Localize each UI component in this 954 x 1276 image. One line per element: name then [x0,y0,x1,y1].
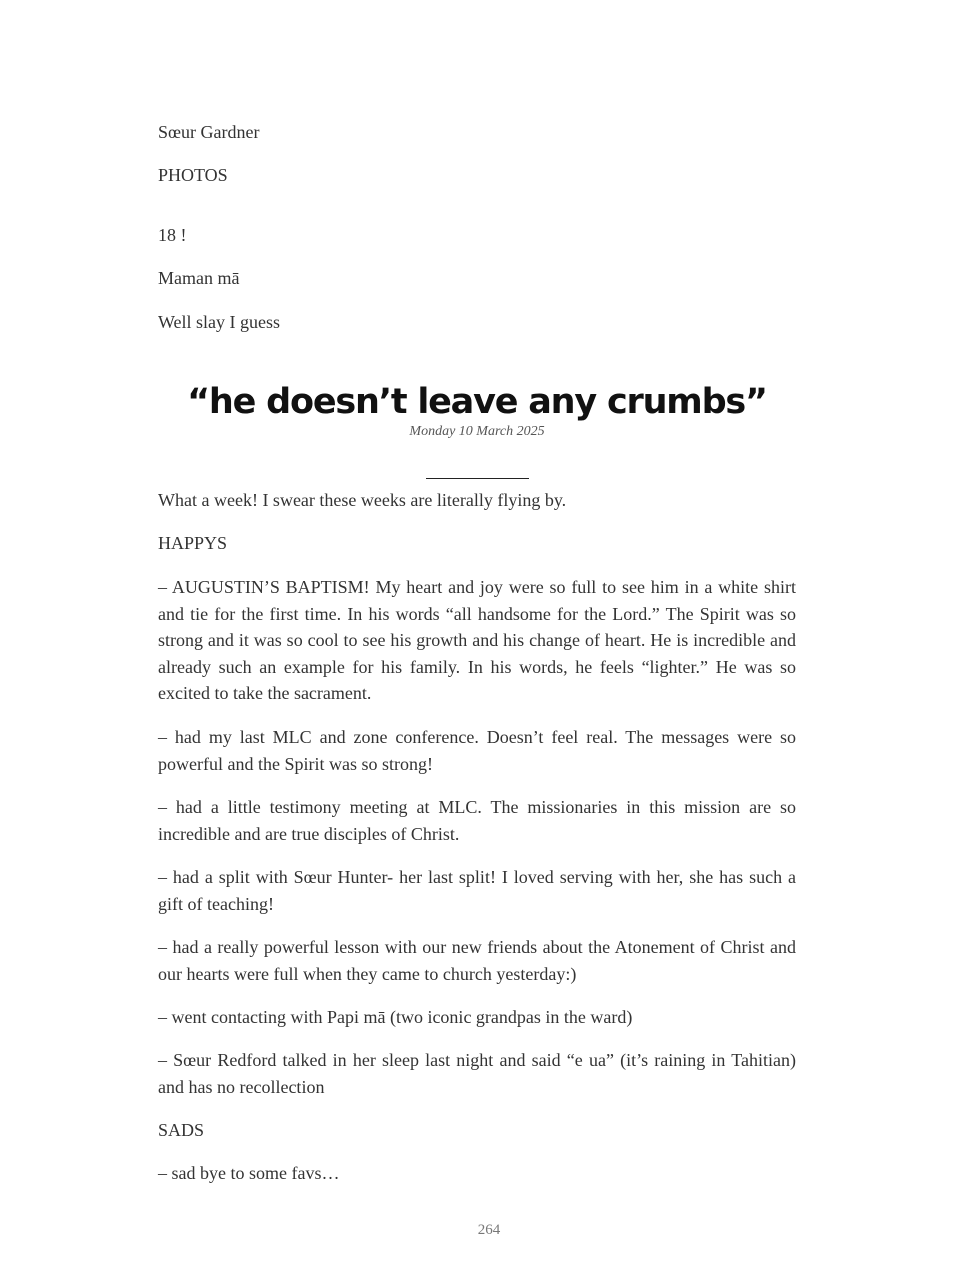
page-number: 264 [477,1222,501,1238]
intro-paragraph: What a week! I swear these weeks are literally flying by. [158,490,567,510]
photos-label: PHOTOS [158,165,228,185]
photo-caption: 18 ! [158,225,187,245]
happy-item: – Sœur Redford talked in her sleep last night and said “e ua” (it’s raining in Tahitian) and has no recollection [158,1050,796,1097]
article-title: “he doesn’t leave any crumbs” [187,382,767,422]
author-line: Sœur Gardner [158,122,260,142]
happy-item: – had a split with Sœur Hunter- her last split! I loved serving with her, she has such a gift of teaching! [158,867,796,914]
photo-caption: Maman mā [158,268,240,288]
happy-item: – had a little testimony meeting at MLC. The missionaries in this mission are so incredible and are true disciples of Christ. [158,797,796,844]
happy-item: – AUGUSTIN’S BAPTISM! My heart and joy were so full to see him in a white shirt and tie for the first time. In his words “all handsome for the Lord.” The Spirit was so strong and it was so cool to see his growth and his change of heart. He is incredible and already such an example for his family. In his words, he feels “lighter.” He was so excited to take the sacrament. [158,577,796,703]
document-page [158,0,796,1276]
happy-item: – had a really powerful lesson with our new friends about the Atonement of Christ and our hearts were full when they came to church yesterday:) [158,937,796,984]
article-date: Monday 10 March 2025 [409,424,545,439]
title-divider [426,478,529,479]
section-heading-happys: HAPPYS [158,533,228,553]
section-heading-sads: SADS [158,1120,205,1140]
sad-item: – sad bye to some favs… [158,1163,340,1183]
photo-caption: Well slay I guess [158,312,281,332]
happy-item: – went contacting with Papi mā (two iconic grandpas in the ward) [158,1007,633,1027]
happy-item: – had my last MLC and zone conference. Doesn’t feel real. The messages were so powerful and the Spirit was so strong! [158,727,796,774]
